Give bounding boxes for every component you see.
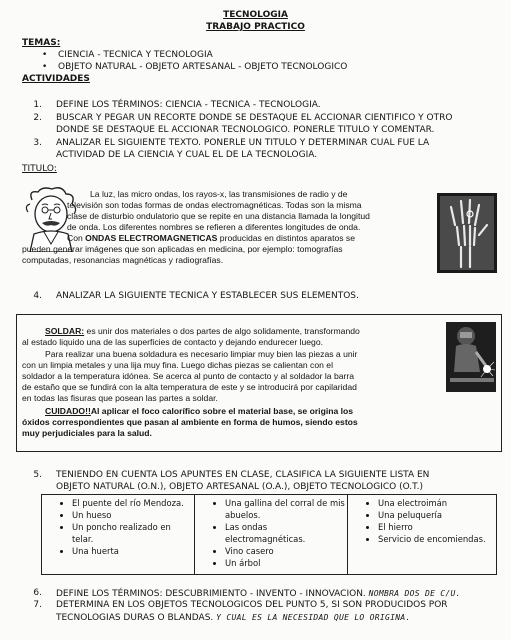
list-item: • Un poncho realizado en telar. (72, 521, 194, 545)
article-line: clase de disturbio ondulatorio que se repite en una distancia llamada la longitud (67, 211, 370, 221)
item-text: TECNOLOGIAS DURAS O BLANDAS. Y CUAL ES LA NECESIDAD QUE LO ORIGINA. (56, 613, 411, 623)
soldar-warning: CUIDADO!!Al aplicar el foco calorífico sobre el material base, se origina los (45, 406, 354, 416)
list-item: • Un árbol (225, 557, 347, 569)
soldar-line: Para realizar una buena soldadura es necesario limpiar muy bien las piezas a unir (45, 349, 358, 359)
article-line: computadas, resonancias magnéticas y radiografías. (22, 255, 224, 265)
list-item: • Vino casero (225, 545, 347, 557)
xray-hand-illustration (437, 193, 497, 273)
list-item: • Una electroimán (378, 497, 496, 509)
item-number: 2. (33, 113, 42, 123)
item-text: OBJETO NATURAL (O.N.), OBJETO ARTESANAL (O.A.), OBJETO TECNOLOGICO (O.T.) (56, 482, 423, 492)
table-column (42, 495, 195, 575)
article-line: de onda. Los diferentes nombres se refieren a diferentes longitudes de onda. (67, 222, 361, 232)
list-item: • El puente del río Mendoza. (72, 497, 194, 509)
list-item: • Una huerta (72, 545, 194, 557)
item-text: DETERMINA EN LOS OBJETOS TECNOLOGICOS DEL PUNTO 5, SI SON PRODUCIDOS POR (56, 600, 448, 610)
article-line: televisión son todas formas de ondas electromagnéticas. Todas son la misma (67, 200, 362, 210)
soldar-line: de estaño que se fundirá con la alta temperatura de este y se introducirá por capilaridad (22, 382, 357, 392)
item-text: TENIENDO EN CUENTA LOS APUNTES EN CLASE, CLASIFICA LA SIGUIENTE LISTA EN (56, 470, 430, 480)
temas-bullet: • (42, 50, 48, 60)
soldar-term: SOLDAR: (45, 326, 85, 336)
list-item: • Una gallina del corral de mis abuelos. (225, 497, 347, 521)
list-item: • Servicio de encomiendas. (378, 533, 496, 545)
item-text: BUSCAR Y PEGAR UN RECORTE DONDE SE DESTAQUE EL ACCIONAR CIENTIFICO Y OTRO (56, 113, 453, 123)
soldar-line: en todas las fisuras que posean las partes a soldar. (22, 393, 218, 403)
temas-item: OBJETO NATURAL - OBJETO ARTESANAL - OBJETO TECNOLOGICO (58, 62, 348, 72)
item-text: ACTIVIDAD DE LA CIENCIA Y CUAL EL DE LA TECNOLOGIA. (56, 150, 318, 160)
article-line: Con ONDAS ELECTROMAGNETICAS producidas en distintos aparatos se (67, 233, 356, 243)
page-title: TECNOLOGIA (223, 10, 288, 20)
table-column (195, 495, 348, 575)
actividades-heading: ACTIVIDADES (22, 74, 90, 84)
soldar-warning: muy perjudiciales para la salud. (22, 428, 152, 438)
handwritten-note: NOMBRA DOS DE C/U. (368, 589, 461, 598)
article-line: pueden generar imágenes que son aplicadas en medicina, por ejemplo: tomografías (22, 244, 343, 254)
item-text: ANALIZAR EL SIGUIENTE TEXTO. PONERLE UN TITULO Y DETERMINAR CUAL FUE LA (56, 138, 430, 148)
classification-table (41, 494, 497, 575)
item-number: 7. (33, 600, 42, 610)
temas-item: CIENCIA - TECNICA Y TECNOLOGIA (58, 50, 213, 60)
soldar-line: soldador a la temperatura idónea. Se acerca al punto de contacto y al soldador la barra (22, 371, 355, 381)
temas-heading: TEMAS: (22, 38, 61, 48)
item-text: DONDE SE DESTAQUE EL ACCIONAR TECNOLOGICO. PONERLE TITULO Y COMENTAR. (56, 125, 435, 135)
list-item: • Una peluquería (378, 509, 496, 521)
soldar-line: con un limpia metales y una lija muy fina. Luego dichas piezas se calientan con el (22, 360, 333, 370)
list-item: • Las ondas electromagnéticas. (225, 521, 347, 545)
handwritten-note: Y CUAL ES LA NECESIDAD QUE LO ORIGINA. (216, 613, 411, 622)
soldar-warning: óxidos correspondientes que pasan al ambiente en forma de humos, siendo estos (22, 417, 358, 427)
soldar-line: SOLDAR: es unir dos materiales o dos partes de algo solidamente, transformando (45, 326, 360, 336)
list-item: • Un hueso (72, 509, 194, 521)
table-column (348, 495, 497, 575)
temas-bullet: • (42, 62, 48, 72)
item-number: 1. (33, 100, 42, 110)
item-number: 3. (33, 138, 42, 148)
page-subtitle: TRABAJO PRACTICO (206, 22, 305, 32)
titulo-label: TITULO: (22, 164, 57, 174)
article-line: La luz, las micro ondas, los rayos-x, las transmisiones de radio y de (90, 189, 348, 199)
welder-illustration (446, 322, 496, 392)
item-text: DEFINE LOS TÉRMINOS: DESCUBRIMIENTO - INVENTO - INNOVACION. NOMBRA DOS DE C/U. (56, 589, 461, 599)
warning-label: CUIDADO!! (45, 406, 91, 416)
soldar-line: al estado liquido una de las superficies de contacto y dejando endurecer luego. (22, 337, 323, 347)
item-text: DEFINE LOS TÉRMINOS: CIENCIA - TECNICA - TECNOLOGIA. (56, 100, 321, 110)
list-item: • El hierro (378, 521, 496, 533)
article-bold: ONDAS ELECTROMAGNETICAS (85, 233, 218, 243)
item-number: 4. (33, 291, 42, 301)
item-number: 6. (33, 588, 42, 598)
item-text: ANALIZAR LA SIGUIENTE TECNICA Y ESTABLECER SUS ELEMENTOS. (56, 291, 359, 301)
item-number: 5. (33, 470, 42, 480)
